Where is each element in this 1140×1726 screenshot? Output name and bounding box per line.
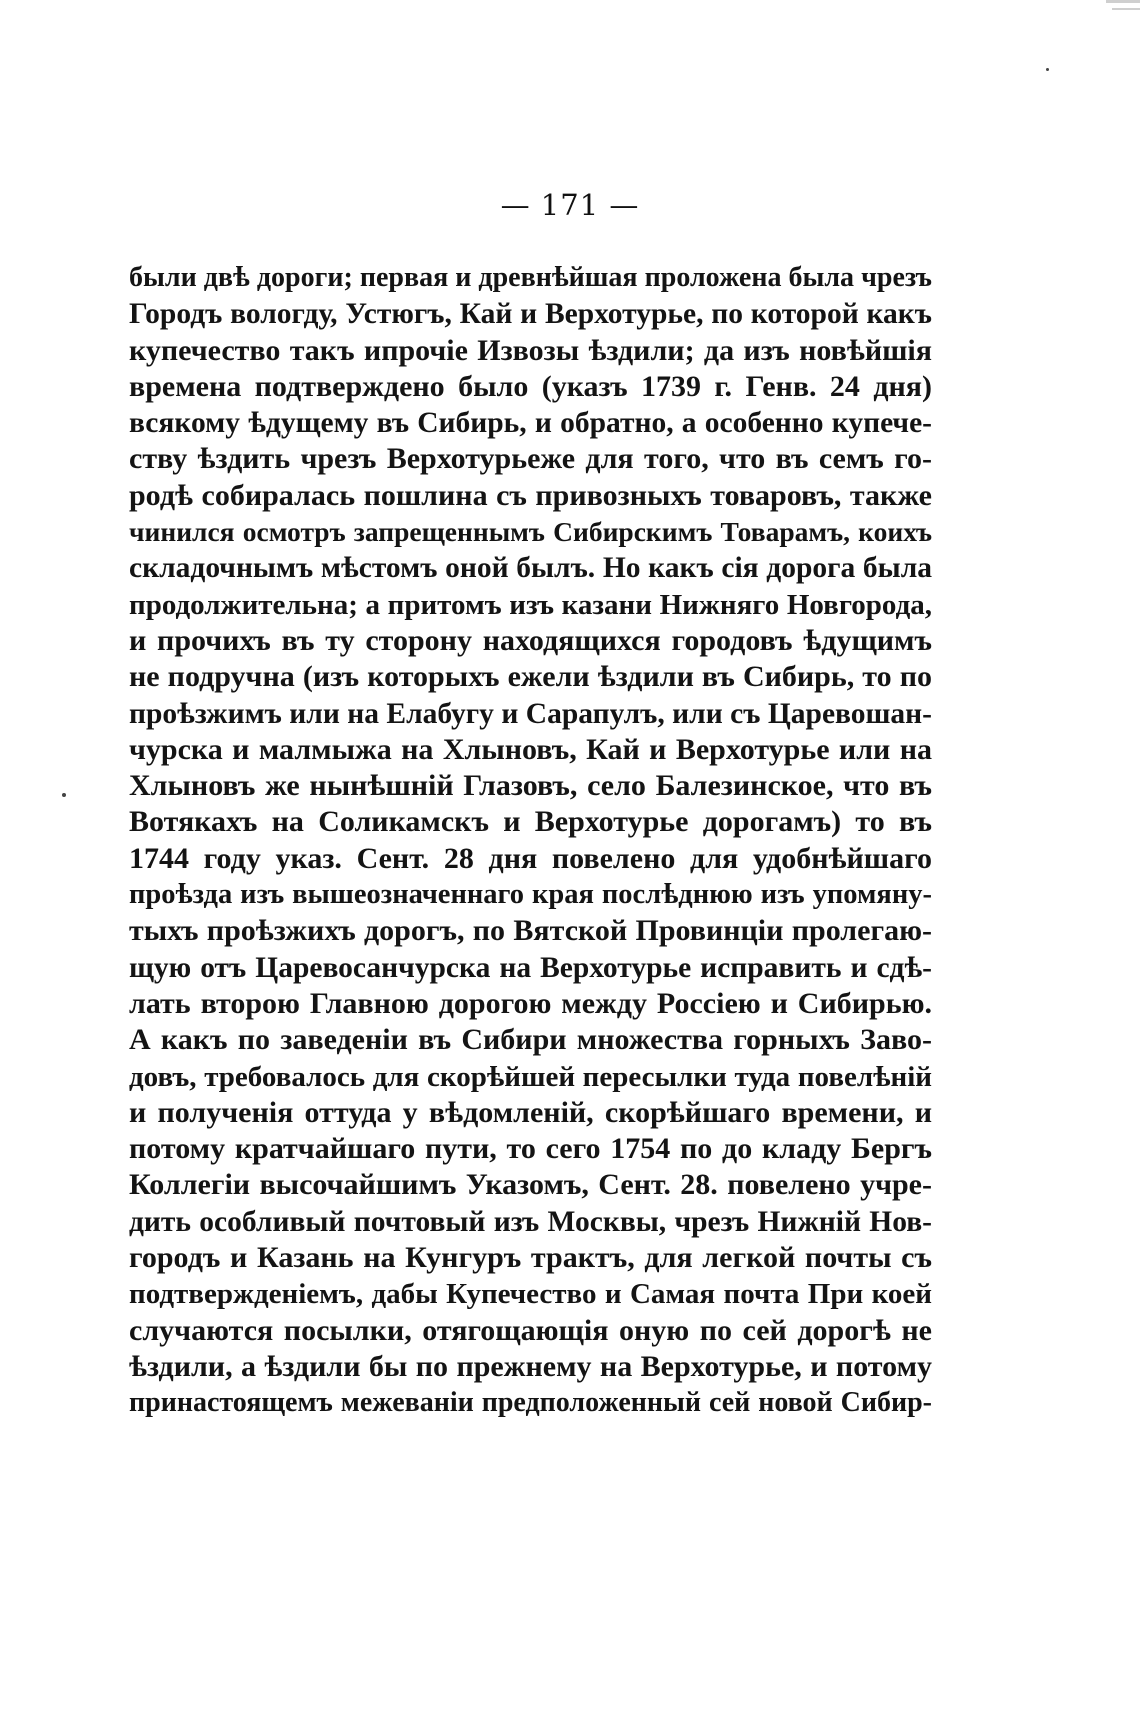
text-line: чинился осмотръ запрещеннымъ Сибирскимъ Товарамъ, коихъ <box>129 516 932 548</box>
text-line: родѣ собиралась пошлина съ привозныхъ товаровъ, также <box>129 478 932 512</box>
text-line: Городъ вологду, Устюгъ, Кай и Верхотурье, по которой какъ <box>129 298 932 331</box>
body-text <box>129 260 932 1422</box>
text-line: щую отъ Царевосанчурска на Верхотурье исправить и сдѣ- <box>129 951 932 984</box>
scan-edge-mark <box>1112 8 1140 10</box>
text-line: лать второю Главною дорогою между Россіею и Сибирью. <box>129 986 932 1020</box>
text-line: проѣзжимъ или на Елабугу и Сарапулъ, или съ Царевошан- <box>129 697 932 730</box>
text-line: всякому ѣдущему въ Сибирь, и обратно, а особенно купече- <box>129 407 932 440</box>
text-line: были двѣ дороги; первая и древнѣйшая проложена была чрезъ <box>129 262 932 293</box>
text-line: складочнымъ мѣстомъ оной былъ. Но какъ сія дорога была <box>129 552 932 585</box>
text-line: принастоящемъ межеваніи предположенный сей новой Сибир- <box>129 1387 932 1419</box>
text-line: ству ѣздить чрезъ Верхотурьеже для того, что въ семъ го- <box>129 442 932 476</box>
text-line: купечество такъ ипрочіе Извозы ѣздили; да изъ новѣйшія <box>129 333 932 367</box>
text-line: и полученія оттуда у вѣдомленій, скорѣйшаго времени, и <box>129 1095 932 1129</box>
text-line: подтвержденіемъ, дабы Купечество и Самая почта При коей <box>129 1278 932 1311</box>
text-line: тыхъ проѣзжихъ дорогъ, по Вятской Провинціи пролегаю- <box>129 914 932 948</box>
text-line: Вотякахъ на Соликамскъ и Верхотурье дорогамъ) то въ <box>129 805 932 839</box>
text-line: Коллегіи высочайшимъ Указомъ, Сент. 28. повелено учре- <box>129 1168 932 1202</box>
text-line: времена подтверждено было (указъ 1739 г. Генв. 24 дня) <box>129 369 932 403</box>
text-line: довъ, требовалось для скорѣйшей пересылки туда повелѣній <box>129 1060 932 1093</box>
text-line: ѣздили, а ѣздили бы по прежнему на Верхотурье, и потому <box>129 1349 932 1383</box>
scan-speck <box>62 793 66 797</box>
text-line: Хлыновъ же нынѣшній Глазовъ, село Балезинское, что въ <box>129 769 932 803</box>
text-line: чурска и малмыжа на Хлыновъ, Кай и Верхотурье или на <box>129 732 932 766</box>
page-number: — 171 — <box>500 188 640 222</box>
scan-speck <box>1046 68 1049 71</box>
scan-edge-mark <box>1106 0 1140 3</box>
text-line: дить особливый почтовый изъ Москвы, чрезъ Нижній Нов- <box>129 1205 932 1238</box>
text-line: 1744 году указ. Сент. 28 дня повелено для удобнѣйшаго <box>129 841 932 875</box>
text-line: А какъ по заведеніи въ Сибири множества горныхъ Заво- <box>129 1023 932 1057</box>
text-line: не подручна (изъ которыхъ ежели ѣздили въ Сибирь, то по <box>129 660 932 694</box>
text-line: городъ и Казань на Кунгуръ трактъ, для легкой почты съ <box>129 1241 932 1275</box>
text-line: продолжительна; а притомъ изъ казани Нижняго Новгорода, <box>129 588 932 621</box>
text-line: случаются посылки, отягощающія оную по сей дорогѣ не <box>129 1313 932 1347</box>
text-line: потому кратчайшаго пути, то сего 1754 по до кладу Бергъ <box>129 1132 932 1166</box>
text-line: проѣзда изъ вышеозначеннаго края послѣднюю изъ упомяну- <box>129 879 932 911</box>
text-line: и прочихъ въ ту сторону находящихся городовъ ѣдущимъ <box>129 623 932 657</box>
